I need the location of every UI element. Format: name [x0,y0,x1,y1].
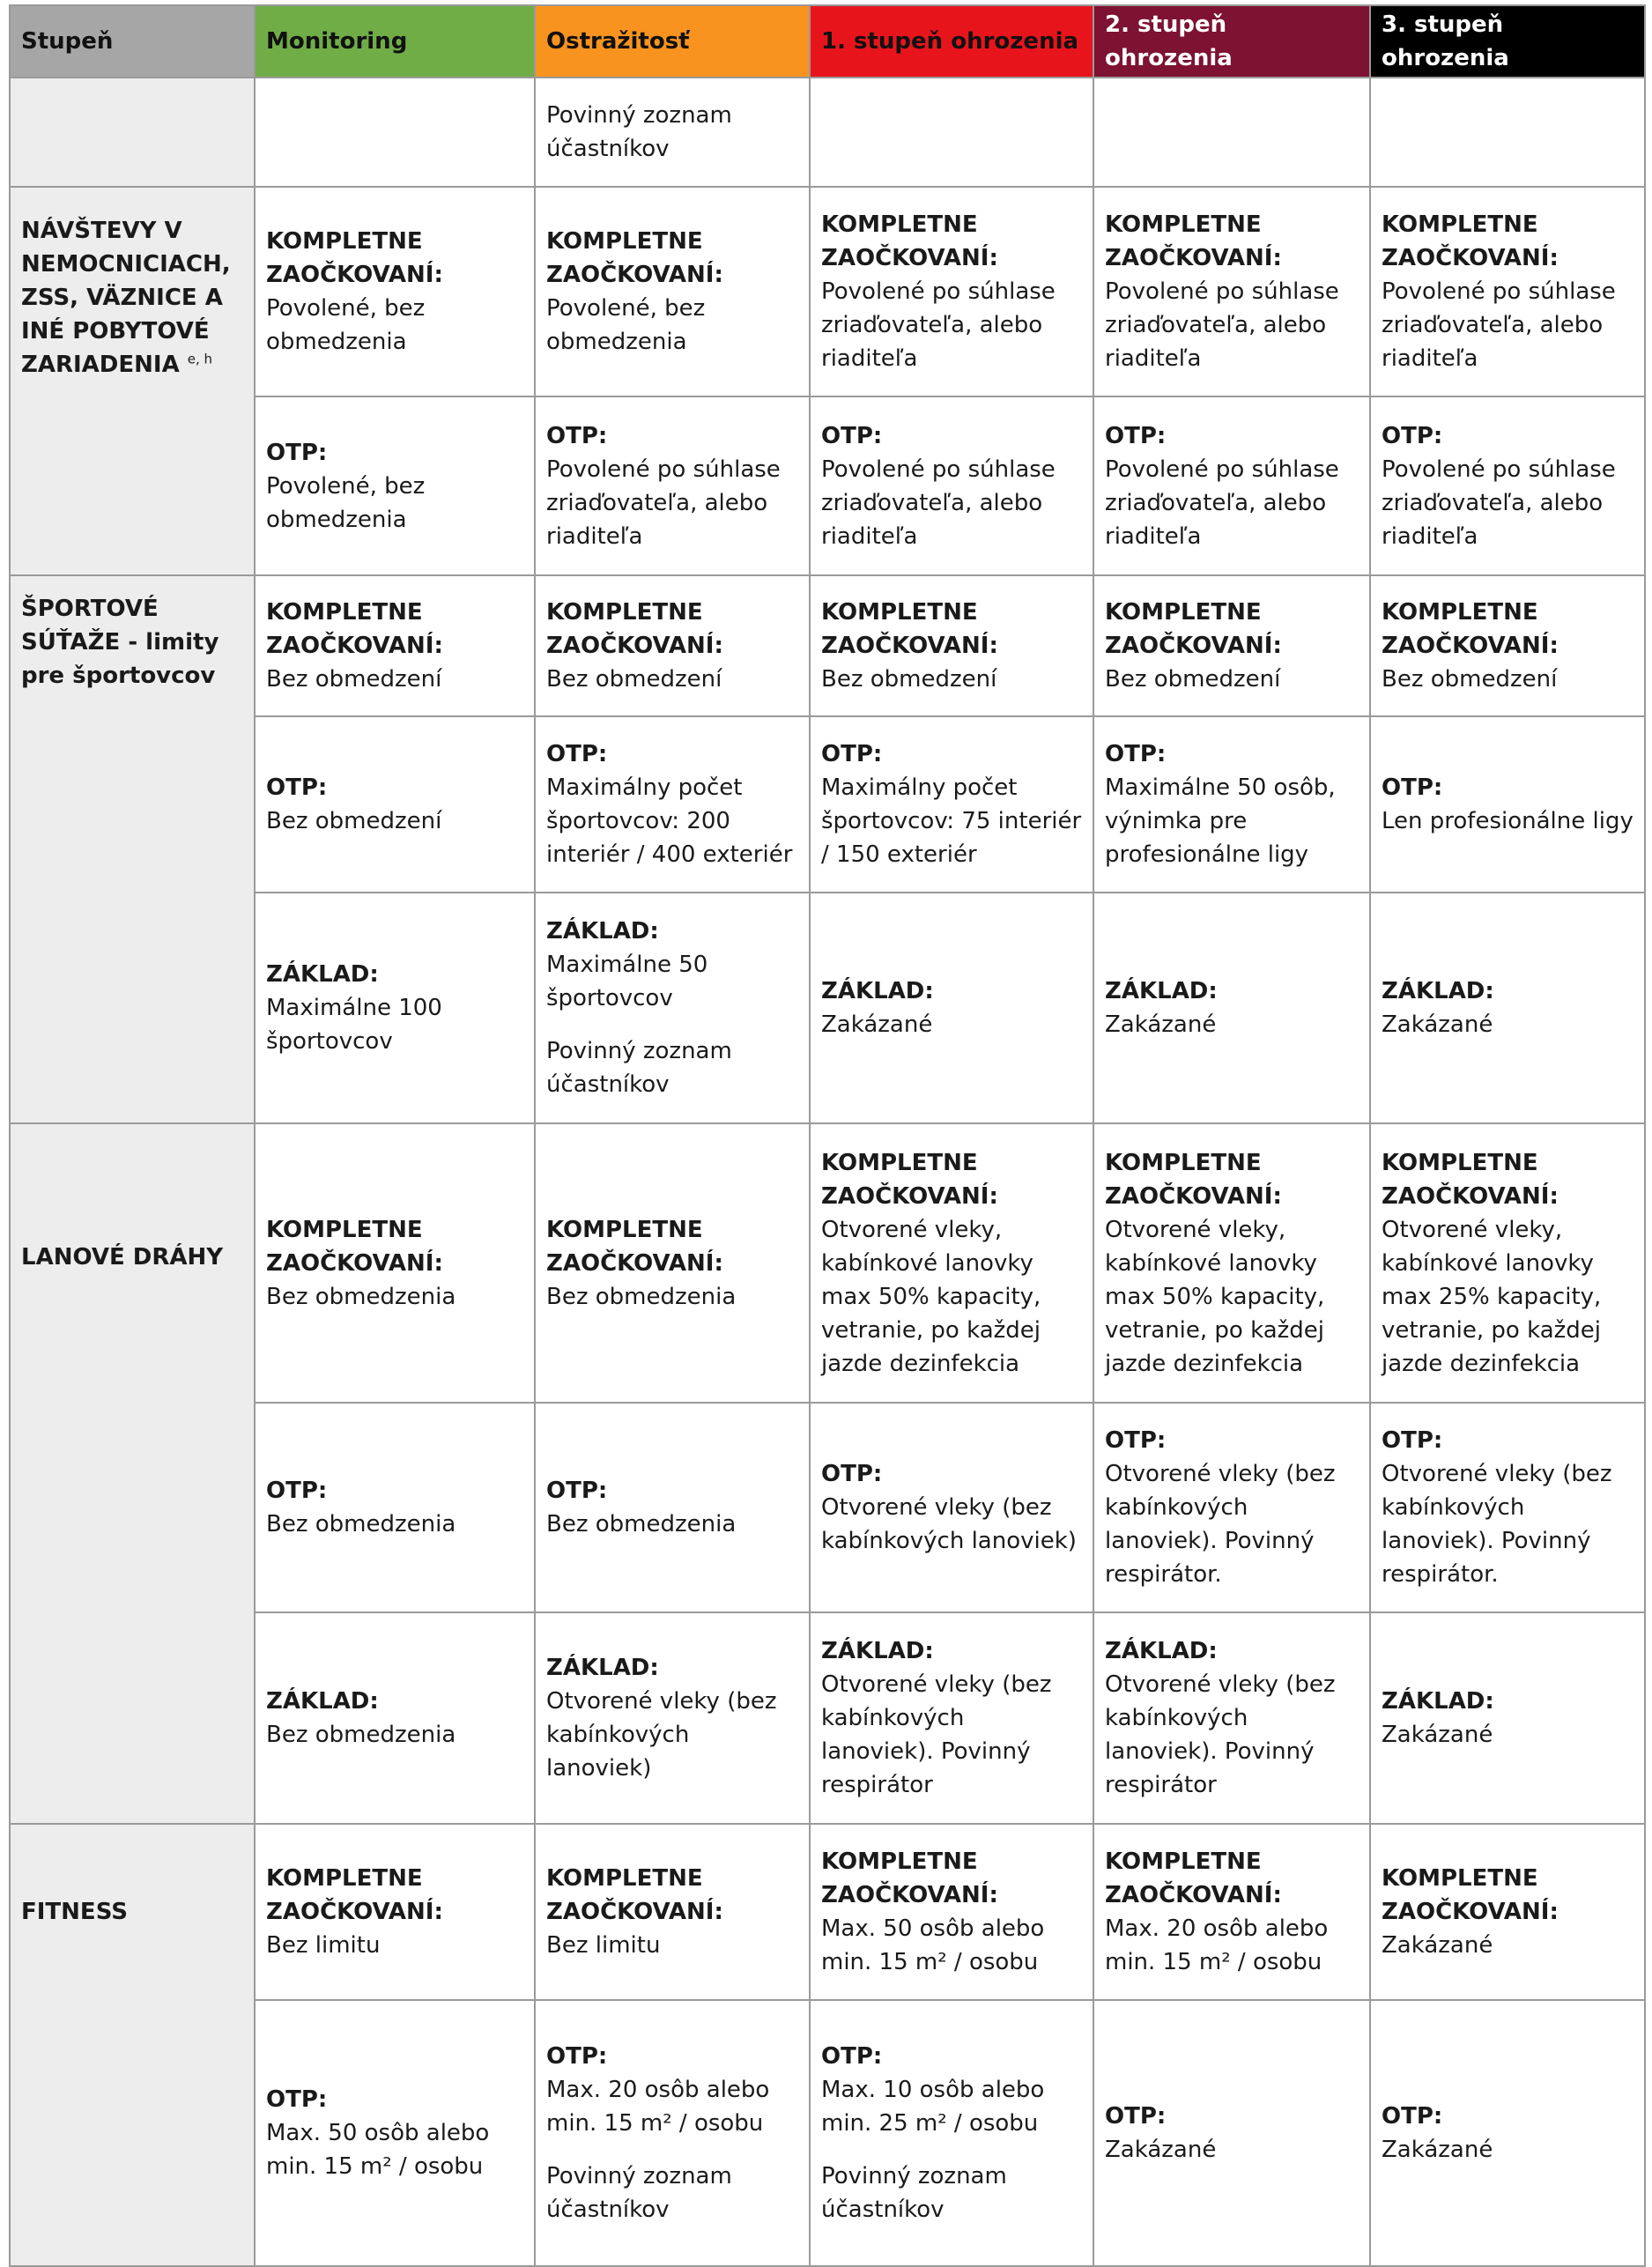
group-label: KOMPLETNE ZAOČKOVANÍ: [546,1216,723,1277]
cell-value: Zakázané [1382,1932,1493,1959]
group-label: OTP: [1105,741,1167,767]
table-cell [255,575,535,716]
cell-value: Povolené po súhlase zriaďovateľa, alebo riaditeľa [821,278,1056,372]
cell-value: Otvorené vleky (bez kabínkových lanoviek). Povinný respirátor. [1105,1461,1336,1588]
group-label: OTP: [1382,774,1443,801]
group-label: OTP: [1382,2103,1443,2130]
table-cell [1370,2000,1645,2266]
group-label: ZÁKLAD: [1382,978,1494,1004]
row-header-empty [10,78,255,187]
cell-value: Max. 50 osôb alebo min. 15 m² / osobu [821,1915,1045,1975]
group-label: OTP: [266,439,328,466]
header-ostrazitost: Ostražitosť [535,5,810,78]
cell-value: Povolené, bez obmedzenia [266,295,426,355]
table-cell [1370,1612,1645,1824]
table-cell [1370,1123,1645,1403]
covid-measures-table [9,4,1646,2267]
group-label: OTP: [821,741,883,767]
group-label: KOMPLETNE ZAOČKOVANÍ: [1382,1149,1559,1210]
table-cell [255,2000,535,2266]
group-label: KOMPLETNE ZAOČKOVANÍ: [821,599,998,659]
cell-value: Max. 20 osôb alebo min. 15 m² / osobu [1105,1915,1329,1975]
footnote-ref: e, h [187,351,213,367]
cell-value: Zakázané [821,1011,933,1038]
table-cell [1370,716,1645,893]
row-header-label: ŠPORTOVÉ SÚŤAŽE - limity pre športovcov [21,596,219,689]
group-label: OTP: [821,422,883,449]
table-cell [810,1612,1093,1824]
cell-value: Bez limitu [546,1932,661,1959]
row-header-sport [10,575,255,1123]
group-label: ZÁKLAD: [1105,1638,1218,1664]
cell-value: Bez obmedzení [266,808,442,834]
table-cell [535,396,810,575]
group-label: KOMPLETNE ZAOČKOVANÍ: [266,1865,443,1925]
header-stupen-1: 1. stupeň ohrozenia [810,5,1093,78]
group-label: OTP: [266,1478,328,1504]
table-cell [810,1123,1093,1403]
row-header-label: FITNESS [21,1899,128,1925]
row-header-label: NÁVŠTEVY V NEMOCNICIACH, ZSS, VÄZNICE A INÉ POBYTOVÉ ZARIADENIA [21,218,231,378]
cell-value: Maximálne 50 športovcov [546,952,708,1011]
cell-value: Otvorené vleky, kabínkové lanovky max 25% kapacity, vetranie, po každej jazde dezinfekcia [1382,1216,1602,1377]
cell-value: Otvorené vleky, kabínkové lanovky max 50% kapacity, vetranie, po každej jazde dezinfekcia [1105,1216,1325,1377]
header-monitoring: Monitoring [255,5,535,78]
table-cell [1093,2000,1370,2266]
cell-value: Bez obmedzenia [546,1511,737,1537]
cell-value: Zakázané [1382,1011,1493,1038]
table-row [10,1824,1645,2000]
table-row [10,187,1645,396]
table-row [10,396,1645,575]
group-label: OTP: [266,2086,328,2113]
table-cell [255,78,535,187]
table-row [10,1612,1645,1824]
table-cell [255,396,535,575]
table-cell [810,78,1093,187]
group-label: OTP: [1382,1427,1443,1454]
table-cell [1370,1403,1645,1612]
cell-value: Otvorené vleky (bez kabínkových lanoviek) [546,1688,777,1782]
cell-value: Bez limitu [266,1932,381,1959]
cell-value: Maximálne 100 športovcov [266,995,442,1055]
table-cell [1370,575,1645,716]
table-row [10,78,1645,187]
group-label: OTP: [546,2043,608,2070]
cell-value: Povolené po súhlase zriaďovateľa, alebo riaditeľa [1382,456,1616,550]
table-row [10,1123,1645,1403]
group-label: KOMPLETNE ZAOČKOVANÍ: [1105,599,1282,659]
group-label: OTP: [821,2043,883,2070]
cell-value: Zakázané [1382,1722,1493,1748]
row-header-lanove [10,1123,255,1824]
table-cell [810,893,1093,1123]
cell-value: Povolené, bez obmedzenia [266,472,426,533]
cell-value: Max. 50 osôb alebo min. 15 m² / osobu [266,2120,490,2180]
table-cell [810,2000,1093,2266]
table-row [10,893,1645,1123]
table-cell [1093,893,1370,1123]
table-cell [1093,716,1370,893]
header-stupen-2: 2. stupeň ohrozenia [1093,5,1370,78]
table-cell [535,1123,810,1403]
cell-note: Povinný zoznam účastníkov [546,2163,732,2223]
cell-value: Otvorené vleky (bez kabínkových lanoviek). Povinný respirátor. [1382,1461,1612,1588]
cell-value: Maximálny počet športovcov: 75 interiér / 150 exteriér [821,774,1082,868]
group-label: KOMPLETNE ZAOČKOVANÍ: [266,228,443,288]
group-label: KOMPLETNE ZAOČKOVANÍ: [266,599,443,659]
group-label: KOMPLETNE ZAOČKOVANÍ: [546,599,723,659]
table-cell [535,2000,810,2266]
row-header-label: LANOVÉ DRÁHY [21,1244,224,1271]
table-cell [255,1824,535,2000]
row-header-fitness [10,1824,255,2266]
group-label: KOMPLETNE ZAOČKOVANÍ: [821,1848,998,1908]
cell-value: Bez obmedzení [1105,666,1281,693]
cell-value: Povolené, bez obmedzenia [546,295,706,355]
table-cell [255,1123,535,1403]
cell-value: Bez obmedzenia [266,1722,456,1748]
table-cell [1093,1123,1370,1403]
table-cell [255,716,535,893]
cell-value: Bez obmedzení [546,666,722,693]
group-label: OTP: [546,1478,608,1504]
cell-value: Maximálne 50 osôb, výnimka pre profesionálne ligy [1105,774,1336,868]
cell-value: Otvorené vleky (bez kabínkových lanoviek). Povinný respirátor [821,1671,1052,1798]
group-label: OTP: [1105,1427,1167,1454]
cell-value: Bez obmedzenia [266,1511,456,1537]
group-label: ZÁKLAD: [266,961,379,988]
cell-value: Otvorené vleky (bez kabínkových lanoviek) [821,1494,1077,1554]
cell-note: Povinný zoznam účastníkov [546,1038,732,1098]
table-cell [255,1403,535,1612]
table-cell [1093,187,1370,396]
group-label: KOMPLETNE ZAOČKOVANÍ: [266,1216,443,1277]
group-label: ZÁKLAD: [546,918,659,945]
table-cell [1093,1612,1370,1824]
table-cell [535,1824,810,2000]
cell-value: Povolené po súhlase zriaďovateľa, alebo riaditeľa [1105,456,1339,550]
table-cell [1093,396,1370,575]
cell-value: Bez obmedzení [821,666,997,693]
group-label: ZÁKLAD: [546,1655,659,1681]
group-label: KOMPLETNE ZAOČKOVANÍ: [1382,599,1559,659]
cell-value: Povolené po súhlase zriaďovateľa, alebo riaditeľa [821,456,1056,550]
table-cell [535,893,810,1123]
table-cell [810,1403,1093,1612]
table-cell [810,1824,1093,2000]
table-cell [255,187,535,396]
table-row [10,2000,1645,2266]
table-cell [1093,78,1370,187]
table-cell [810,396,1093,575]
table-cell [535,1403,810,1612]
group-label: ZÁKLAD: [821,978,934,1004]
group-label: KOMPLETNE ZAOČKOVANÍ: [1105,1149,1282,1210]
table-cell [1093,575,1370,716]
table-cell [810,187,1093,396]
group-label: OTP: [266,774,328,801]
table-cell [255,1612,535,1824]
cell-value: Bez obmedzení [266,666,442,693]
cell-value: Povolené po súhlase zriaďovateľa, alebo riaditeľa [1105,278,1339,372]
group-label: KOMPLETNE ZAOČKOVANÍ: [821,1149,998,1210]
table-row [10,575,1645,716]
group-label: OTP: [821,1461,883,1487]
table-cell [255,893,535,1123]
group-label: ZÁKLAD: [1382,1688,1494,1715]
cell-value: Zakázané [1382,2137,1493,2163]
group-label: ZÁKLAD: [266,1688,379,1715]
header-row [10,5,1645,78]
header-stupen: Stupeň [10,5,255,78]
table-cell [1093,1824,1370,2000]
header-stupen-3: 3. stupeň ohrozenia [1370,5,1645,78]
group-label: KOMPLETNE ZAOČKOVANÍ: [1382,211,1559,271]
cell-value: Otvorené vleky (bez kabínkových lanoviek). Povinný respirátor [1105,1671,1336,1798]
group-label: ZÁKLAD: [1105,978,1218,1004]
table-cell [535,575,810,716]
cell-value: Max. 20 osôb alebo min. 15 m² / osobu [546,2077,770,2137]
table-cell [535,187,810,396]
group-label: KOMPLETNE ZAOČKOVANÍ: [821,211,998,271]
table-cell [1370,187,1645,396]
cell-value: Bez obmedzení [1382,666,1558,693]
cell-value: Povinný zoznam účastníkov [546,102,732,162]
table-cell [535,78,810,187]
cell-value: Maximálny počet športovcov: 200 interiér / 400 exteriér [546,774,793,868]
table-cell [810,575,1093,716]
group-label: OTP: [546,741,608,767]
table-cell [1370,893,1645,1123]
group-label: KOMPLETNE ZAOČKOVANÍ: [546,228,723,288]
table-cell [810,716,1093,893]
table-cell [1370,78,1645,187]
cell-value: Len profesionálne ligy [1382,808,1633,834]
cell-value: Max. 10 osôb alebo min. 25 m² / osobu [821,2077,1045,2137]
cell-value: Povolené po súhlase zriaďovateľa, alebo riaditeľa [546,456,781,550]
row-header-navstevy [10,187,255,575]
cell-value: Bez obmedzenia [266,1283,456,1310]
group-label: OTP: [1382,422,1443,449]
cell-value: Povolené po súhlase zriaďovateľa, alebo riaditeľa [1382,278,1616,372]
cell-note: Povinný zoznam účastníkov [821,2163,1007,2223]
table-cell [1370,1824,1645,2000]
group-label: KOMPLETNE ZAOČKOVANÍ: [1105,211,1282,271]
group-label: KOMPLETNE ZAOČKOVANÍ: [1382,1865,1559,1925]
table-row [10,1403,1645,1612]
group-label: KOMPLETNE ZAOČKOVANÍ: [546,1865,723,1925]
group-label: OTP: [1105,422,1167,449]
table-cell [1370,396,1645,575]
cell-value: Zakázané [1105,1011,1217,1038]
group-label: OTP: [546,422,608,449]
table-cell [535,1612,810,1824]
cell-value: Bez obmedzenia [546,1283,737,1310]
group-label: KOMPLETNE ZAOČKOVANÍ: [1105,1848,1282,1908]
table-cell [1093,1403,1370,1612]
table-cell [535,716,810,893]
group-label: ZÁKLAD: [821,1638,934,1664]
cell-value: Zakázané [1105,2137,1217,2163]
group-label: OTP: [1105,2103,1167,2130]
table-row [10,716,1645,893]
cell-value: Otvorené vleky, kabínkové lanovky max 50% kapacity, vetranie, po každej jazde dezinfekcia [821,1216,1041,1377]
